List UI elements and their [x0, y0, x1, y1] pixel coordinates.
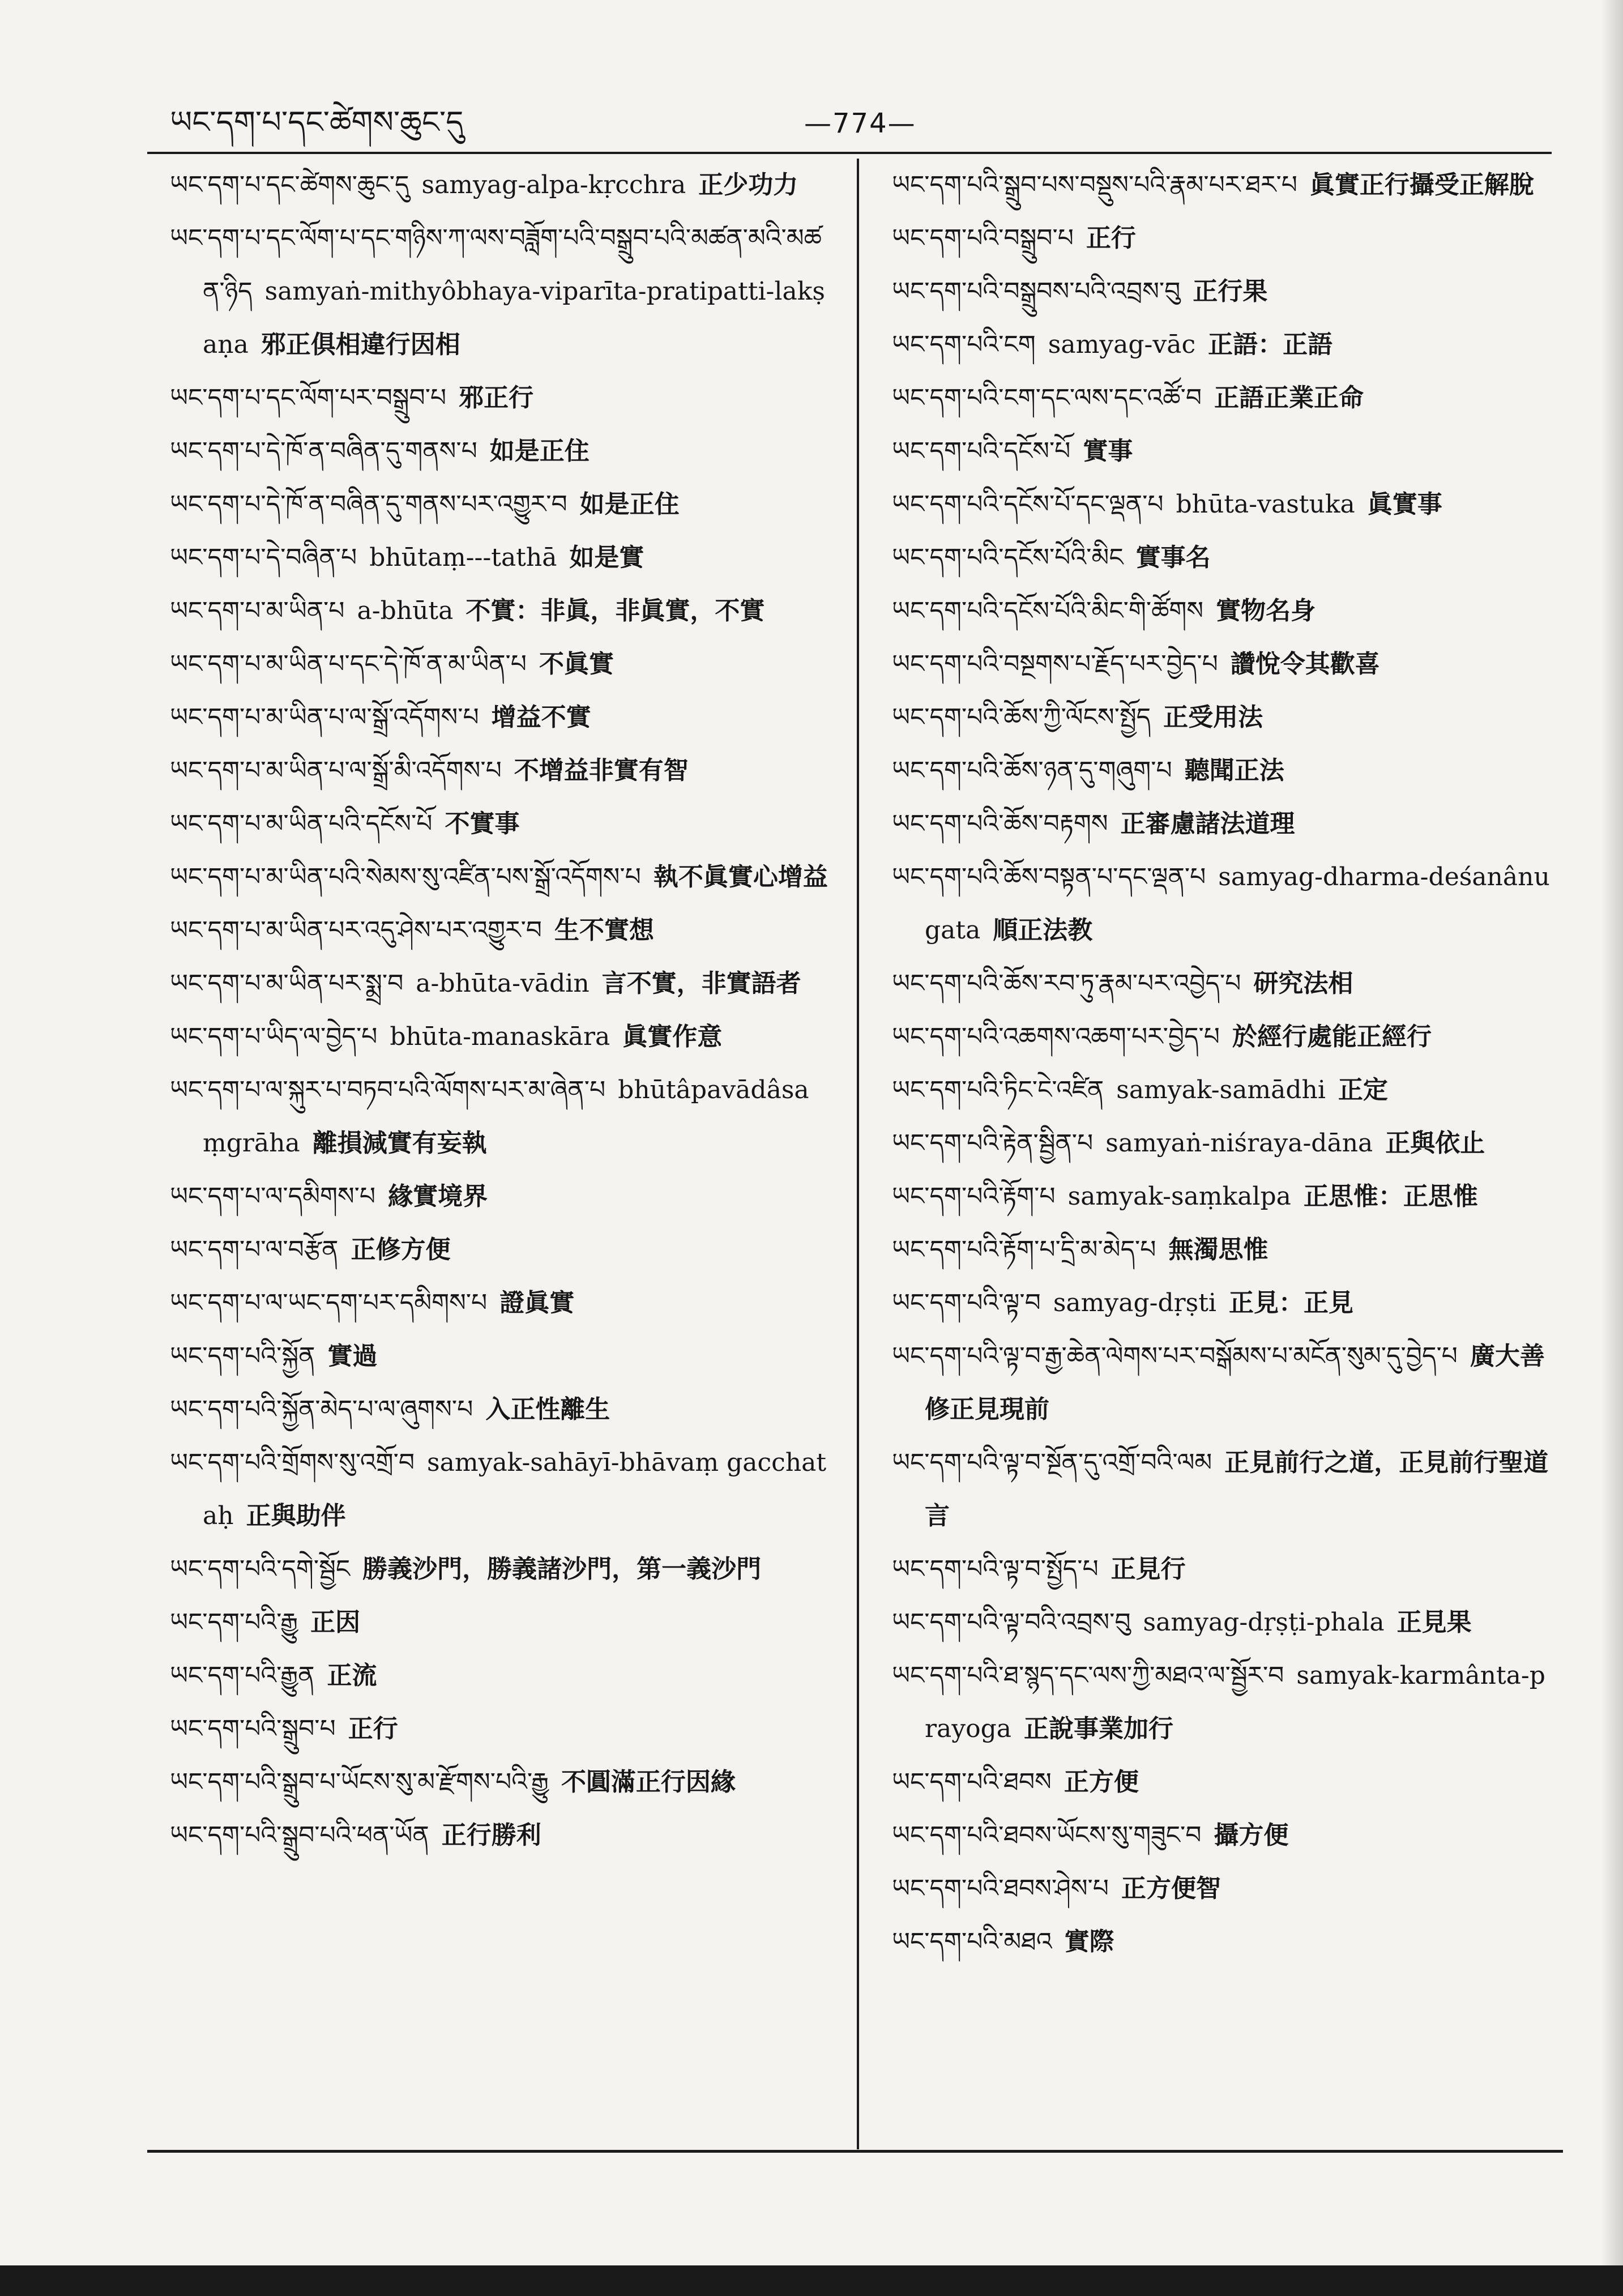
sanskrit-equivalent: samyaṅ-niśraya-dāna: [1105, 1129, 1373, 1158]
tibetan-headword: ཡང་དག་པའི་བསྒྲུབས་པའི་འབྲས་བུ: [892, 277, 1181, 306]
chinese-gloss: 實事: [1083, 437, 1133, 466]
tibetan-headword: ཡང་དག་པའི་ཐ་སྙད་དང་ལས་ཀྱི་མཐའ་ལ་སྦྱོར་བ: [892, 1661, 1284, 1690]
tibetan-headword: ཡང་དག་པ་མ་ཡིན་པར་འདུ་ཤེས་པར་འགྱུར་བ: [170, 916, 543, 945]
tibetan-headword: ཡང་དག་པ་མ་ཡིན་པ: [170, 596, 345, 625]
chinese-gloss: 正思惟：正思惟: [1303, 1182, 1478, 1211]
tibetan-headword: ཡང་དག་པ་མ་ཡིན་པ་ལ་སྒྲོ་འདོགས་པ: [170, 703, 479, 732]
page-number: —774—: [804, 108, 916, 139]
tibetan-headword: ཡང་དག་པའི་སྐྱོན: [170, 1342, 315, 1371]
dictionary-entry: [892, 1915, 1554, 1969]
tibetan-headword: ཡང་དག་པའི་བསྔགས་པ་རྗོད་པར་བྱེད་པ: [892, 650, 1218, 678]
sanskrit-equivalent: samyag-vāc: [1048, 330, 1196, 359]
dictionary-entry: [170, 638, 832, 691]
chinese-gloss: 順正法教: [993, 916, 1093, 945]
chinese-gloss: 不實：非眞，非眞實，不實: [465, 596, 765, 625]
tibetan-headword: ཡང་དག་པའི་གྲོགས་སུ་འགྲོ་བ: [170, 1448, 415, 1477]
tibetan-headword: ཡང་དག་པའི་ཏིང་ངེ་འཛིན: [892, 1076, 1104, 1104]
dictionary-entry: [892, 1010, 1554, 1064]
chinese-gloss: 眞實作意: [622, 1022, 723, 1051]
tibetan-headword: ཡང་དག་པའི་ཆོས་རབ་ཏུ་རྣམ་པར་འབྱེད་པ: [892, 969, 1241, 998]
tibetan-headword: ཡང་དག་པའི་དངོས་པོའི་མིང་གི་ཚོགས: [892, 596, 1204, 625]
chinese-gloss: 邪正行: [459, 383, 534, 412]
tibetan-headword: ཡང་དག་པ་དང་ལོག་པར་བསྒྲུབ་པ: [170, 383, 447, 412]
dictionary-entry: [170, 1756, 832, 1809]
tibetan-headword: ཡང་དག་པ་དང་ལོག་པ་དང་གཉིས་ཀ་ལས་བཟློག་པའི་བསྒྲུབ་པའི་མཚན་མའི་མཚན་ཉིད: [170, 224, 822, 306]
sanskrit-equivalent: samyag-dharma-deśanânugata: [925, 863, 1550, 945]
sanskrit-equivalent: samyag-alpa-kṛcchra: [421, 170, 686, 199]
chinese-gloss: 不眞實: [539, 650, 614, 678]
dictionary-entry: [892, 1649, 1554, 1756]
dictionary-entry: [170, 957, 832, 1010]
chinese-gloss: 不實事: [445, 809, 520, 838]
dictionary-entry: [170, 1277, 832, 1330]
tibetan-headword: ཡང་དག་པ་ལ་དམིགས་པ: [170, 1182, 376, 1211]
tibetan-headword: ཡང་དག་པའི་ཆོས་བརྟགས: [892, 809, 1108, 838]
chinese-gloss: 研究法相: [1253, 969, 1353, 998]
tibetan-headword: ཡང་དག་པ་མ་ཡིན་པ་ལ་སྒྲོ་མི་འདོགས་པ: [170, 756, 502, 785]
dictionary-entry: [170, 531, 832, 584]
dictionary-entry: [892, 212, 1554, 265]
dictionary-entry: [892, 1543, 1554, 1596]
sanskrit-equivalent: a-bhūta-vādin: [416, 969, 590, 998]
chinese-gloss: 聽聞正法: [1184, 756, 1284, 785]
chinese-gloss: 不增益非實有智: [514, 756, 689, 785]
chinese-gloss: 實過: [327, 1342, 378, 1371]
dictionary-entry: [170, 425, 832, 478]
dictionary-entry: [892, 1223, 1554, 1277]
dictionary-entry: [892, 425, 1554, 478]
scan-border-bottom: [0, 2265, 1623, 2296]
chinese-gloss: 勝義沙門，勝義諸沙門，第一義沙門: [362, 1555, 762, 1584]
tibetan-headword: ཡང་དག་པ་དང་ཚེགས་ཆུང་དུ: [170, 170, 409, 199]
chinese-gloss: 如是正住: [489, 437, 590, 466]
dictionary-entry: [892, 851, 1554, 957]
tibetan-headword: ཡང་དག་པའི་ལྟ་བ་སྤྱོད་པ: [892, 1555, 1099, 1584]
chinese-gloss: 正流: [327, 1661, 377, 1690]
sanskrit-equivalent: a-bhūta: [357, 596, 454, 625]
tibetan-headword: ཡང་དག་པའི་བསྒྲུབ་པ: [892, 224, 1074, 253]
dictionary-entry: [892, 1117, 1554, 1170]
tibetan-headword: ཡང་དག་པ་མ་ཡིན་པའི་སེམས་སུ་འཛིན་པས་སྒྲོ་འདོགས་པ: [170, 863, 641, 891]
dictionary-entry: [170, 584, 832, 638]
tibetan-headword: ཡང་དག་པའི་སྒྲུབ་པ: [170, 1714, 336, 1743]
chinese-gloss: 正受用法: [1163, 703, 1263, 732]
chinese-gloss: 正見：正見: [1229, 1288, 1354, 1317]
dictionary-entry: [892, 957, 1554, 1010]
tibetan-headword: ཡང་དག་པའི་རྒྱུ: [170, 1608, 298, 1637]
chinese-gloss: 於經行處能正經行: [1232, 1022, 1432, 1051]
dictionary-entry: [892, 531, 1554, 584]
dictionary-entry: [170, 1702, 832, 1756]
dictionary-entry: [170, 1223, 832, 1277]
chinese-gloss: 實物名身: [1216, 596, 1316, 625]
tibetan-headword: ཡང་དག་པའི་དངོས་པོ: [892, 437, 1071, 466]
tibetan-headword: ཡང་དག་པའི་དགེ་སྦྱོང: [170, 1555, 351, 1584]
chinese-gloss: 正行: [1086, 224, 1136, 253]
tibetan-headword: ཡང་དག་པ་ལ་ཡང་དག་པར་དམིགས་པ: [170, 1288, 488, 1317]
dictionary-entry: [892, 478, 1554, 531]
chinese-gloss: 正見行: [1111, 1555, 1186, 1584]
tibetan-headword: ཡང་དག་པའི་རྟོག་པ་དྲི་མ་མེད་པ: [892, 1235, 1156, 1264]
tibetan-headword: ཡང་དག་པའི་ཆོས་ཀྱི་ལོངས་སྤྱོད: [892, 703, 1151, 732]
tibetan-headword: ཡང་དག་པའི་ཐབས་ཤེས་པ: [892, 1874, 1109, 1903]
tibetan-headword: ཡང་དག་པའི་ལྟ་བ: [892, 1288, 1041, 1317]
tibetan-headword: ཡང་དག་པའི་ལྟ་བའི་འབྲས་བུ: [892, 1608, 1131, 1637]
dictionary-entry: [892, 797, 1554, 851]
tibetan-headword: ཡང་དག་པ་མ་ཡིན་པ་དང་དེ་ཁོ་ན་མ་ཡིན་པ: [170, 650, 527, 678]
dictionary-entry: [892, 1436, 1554, 1543]
dictionary-entry: [170, 1596, 832, 1649]
chinese-gloss: 邪正俱相違行因相: [260, 330, 460, 359]
tibetan-headword: ཡང་དག་པ་ཡིད་ལ་བྱེད་པ: [170, 1022, 378, 1051]
dictionary-entry: [170, 1543, 832, 1596]
sanskrit-equivalent: bhūta-vastuka: [1176, 490, 1355, 519]
tibetan-headword: ཡང་དག་པ་མ་ཡིན་པར་སྨྲ་བ: [170, 969, 404, 998]
chinese-gloss: 正行果: [1193, 277, 1268, 306]
chinese-gloss: 如是正住: [579, 490, 680, 519]
tibetan-headword: ཡང་དག་པ་ལ་བརྩོན: [170, 1235, 339, 1264]
chinese-gloss: 正見前行之道，正見前行聖道言: [925, 1448, 1549, 1530]
tibetan-headword: ཡང་དག་པའི་དངོས་པོ་དང་ལྡན་པ: [892, 490, 1164, 519]
running-head: ཡང་དག་པ་དང་ཚེགས་ཆུང་དུ: [170, 104, 464, 140]
chinese-gloss: 正與助伴: [246, 1501, 346, 1530]
tibetan-headword: ཡང་དག་པའི་སྒྲུབ་པའི་ཕན་ཡོན: [170, 1821, 429, 1850]
chinese-gloss: 正審慮諸法道理: [1120, 809, 1295, 838]
dictionary-entry: [170, 478, 832, 531]
tibetan-headword: ཡང་དག་པའི་སྐྱོན་མེད་པ་ལ་ཞུགས་པ: [170, 1395, 473, 1424]
sanskrit-equivalent: bhūtâpavādâsaṃgrāha: [203, 1076, 809, 1158]
tibetan-headword: ཡང་དག་པའི་མཐའ: [892, 1927, 1052, 1956]
dictionary-entry: [170, 159, 832, 212]
tibetan-headword: ཡང་དག་པའི་ངག: [892, 330, 1036, 359]
dictionary-entry: [170, 691, 832, 744]
scan-shadow-edge: [1600, 0, 1623, 2296]
chinese-gloss: 眞實正行攝受正解脫: [1309, 170, 1534, 199]
tibetan-headword: ཡང་དག་པའི་ཐབས་ཡོངས་སུ་གཟུང་བ: [892, 1821, 1202, 1850]
chinese-gloss: 正方便智: [1121, 1874, 1221, 1903]
dictionary-entry: [170, 1064, 832, 1170]
dictionary-entry: [170, 1649, 832, 1702]
dictionary-entry: [892, 1277, 1554, 1330]
chinese-gloss: 正修方便: [351, 1235, 451, 1264]
chinese-gloss: 證眞實: [499, 1288, 575, 1317]
chinese-gloss: 正方便: [1064, 1768, 1139, 1796]
sanskrit-equivalent: samyak-karmânta-prayoga: [925, 1661, 1545, 1743]
tibetan-headword: ཡང་དག་པའི་ཆོས་ཉན་དུ་གཞུག་པ: [892, 756, 1172, 785]
chinese-gloss: 實事名: [1135, 543, 1211, 572]
chinese-gloss: 執不眞實心增益: [653, 863, 828, 891]
dictionary-entry: [892, 265, 1554, 318]
dictionary-entry: [170, 744, 832, 797]
dictionary-entry: [170, 372, 832, 425]
right-column: [892, 159, 1554, 2146]
tibetan-headword: ཡང་དག་པའི་སྒྲུབ་པས་བསྡུས་པའི་རྣམ་པར་ཐར་པ: [892, 170, 1297, 199]
chinese-gloss: 正見果: [1396, 1608, 1472, 1637]
chinese-gloss: 正少功力: [698, 170, 798, 199]
dictionary-entry: [892, 691, 1554, 744]
chinese-gloss: 離損減實有妄執: [312, 1129, 487, 1158]
sanskrit-equivalent: bhūtaṃ---tathā: [369, 543, 557, 572]
chinese-gloss: 入正性離生: [485, 1395, 610, 1424]
chinese-gloss: 實際: [1064, 1927, 1114, 1956]
sanskrit-equivalent: samyag-dṛṣṭi-phala: [1143, 1608, 1385, 1637]
sanskrit-equivalent: bhūta-manaskāra: [390, 1022, 610, 1051]
dictionary-entry: [170, 1383, 832, 1436]
dictionary-entry: [892, 159, 1554, 212]
dictionary-entry: [170, 797, 832, 851]
dictionary-entry: [170, 1809, 832, 1862]
chinese-gloss: 眞實事: [1367, 490, 1442, 519]
tibetan-headword: ཡང་དག་པའི་རྒྱུན: [170, 1661, 315, 1690]
chinese-gloss: 正與依止: [1385, 1129, 1485, 1158]
sanskrit-equivalent: samyaṅ-mithyôbhaya-viparīta-pratipatti-lakṣaṇa: [203, 277, 825, 359]
tibetan-headword: ཡང་དག་པ་དེ་ཁོ་ན་བཞིན་དུ་གནས་པ: [170, 437, 477, 466]
tibetan-headword: ཡང་དག་པའི་འཆགས་འཆག་པར་བྱེད་པ: [892, 1022, 1220, 1051]
chinese-gloss: 讚悅令其歡喜: [1230, 650, 1380, 678]
chinese-gloss: 正行勝利: [441, 1821, 541, 1850]
chinese-gloss: 正定: [1338, 1076, 1388, 1104]
tibetan-headword: ཡང་དག་པ་མ་ཡིན་པའི་དངོས་པོ: [170, 809, 433, 838]
tibetan-headword: ཡང་དག་པའི་ངག་དང་ལས་དང་འཚོ་བ: [892, 383, 1202, 412]
dictionary-entry: [892, 1809, 1554, 1862]
dictionary-entry: [170, 1436, 832, 1543]
chinese-gloss: 正說事業加行: [1024, 1714, 1174, 1743]
dictionary-entry: [892, 1756, 1554, 1809]
dictionary-entry: [892, 1596, 1554, 1649]
dictionary-entry: [892, 744, 1554, 797]
dictionary-entry: [892, 1330, 1554, 1436]
chinese-gloss: 增益不實: [491, 703, 591, 732]
dictionary-entry: [892, 1170, 1554, 1223]
tibetan-headword: ཡང་དག་པའི་ཆོས་བསྟན་པ་དང་ལྡན་པ: [892, 863, 1206, 891]
footer-rule: [147, 2150, 1563, 2153]
tibetan-headword: ཡང་དག་པའི་སྒྲུབ་པ་ཡོངས་སུ་མ་རྫོགས་པའི་རྒྱུ: [170, 1768, 549, 1796]
tibetan-headword: ཡང་དག་པའི་དངོས་པོའི་མིང: [892, 543, 1124, 572]
header-rule: [147, 152, 1552, 154]
chinese-gloss: 緣實境界: [388, 1182, 488, 1211]
chinese-gloss: 言不實，非實語者: [601, 969, 801, 998]
column-divider: [857, 159, 859, 2149]
dictionary-entry: [170, 212, 832, 372]
tibetan-headword: ཡང་དག་པའི་རྟེན་སྦྱིན་པ: [892, 1129, 1094, 1158]
chinese-gloss: 攝方便: [1214, 1821, 1289, 1850]
dictionary-entry: [892, 1064, 1554, 1117]
chinese-gloss: 無濁思惟: [1168, 1235, 1268, 1264]
chinese-gloss: 廣大善修正見現前: [925, 1342, 1545, 1424]
chinese-gloss: 正行: [348, 1714, 398, 1743]
dictionary-entry: [170, 1330, 832, 1383]
tibetan-headword: ཡང་དག་པའི་ཐབས: [892, 1768, 1052, 1796]
chinese-gloss: 如是實: [569, 543, 644, 572]
chinese-gloss: 正語：正語: [1208, 330, 1333, 359]
sanskrit-equivalent: samyak-saṃkalpa: [1067, 1182, 1291, 1211]
dictionary-entry: [892, 318, 1554, 372]
sanskrit-equivalent: samyag-dṛṣti: [1053, 1288, 1217, 1317]
tibetan-headword: ཡང་དག་པ་དེ་བཞིན་པ: [170, 543, 357, 572]
tibetan-headword: ཡང་དག་པའི་ལྟ་བ་རྒྱ་ཆེན་ལེགས་པར་བསྒོམས་པ་མངོན་སུམ་དུ་བྱེད་པ: [892, 1342, 1458, 1371]
chinese-gloss: 正因: [310, 1608, 361, 1637]
tibetan-headword: ཡང་དག་པའི་རྟོག་པ: [892, 1182, 1056, 1211]
dictionary-entry: [170, 851, 832, 904]
dictionary-entry: [892, 1862, 1554, 1915]
dictionary-entry: [892, 584, 1554, 638]
tibetan-headword: ཡང་དག་པའི་ལྟ་བ་སྔོན་དུ་འགྲོ་བའི་ལམ: [892, 1448, 1212, 1477]
chinese-gloss: 生不實想: [554, 916, 655, 945]
chinese-gloss: 正語正業正命: [1214, 383, 1364, 412]
chinese-gloss: 不圓滿正行因緣: [561, 1768, 736, 1796]
dictionary-entry: [170, 904, 832, 957]
dictionary-entry: [892, 638, 1554, 691]
dictionary-entry: [170, 1170, 832, 1223]
dictionary-entry: [170, 1010, 832, 1064]
dictionary-entry: [892, 372, 1554, 425]
sanskrit-equivalent: samyak-sahāyī-bhāvaṃ gacchataḥ: [203, 1448, 827, 1530]
tibetan-headword: ཡང་དག་པ་ལ་སྐུར་པ་བཏབ་པའི་ལོགས་པར་མ་ཞེན་པ: [170, 1076, 606, 1104]
tibetan-headword: ཡང་དག་པ་དེ་ཁོ་ན་བཞིན་དུ་གནས་པར་འགྱུར་བ: [170, 490, 567, 519]
left-column: [170, 159, 832, 2146]
sanskrit-equivalent: samyak-samādhi: [1116, 1076, 1326, 1104]
